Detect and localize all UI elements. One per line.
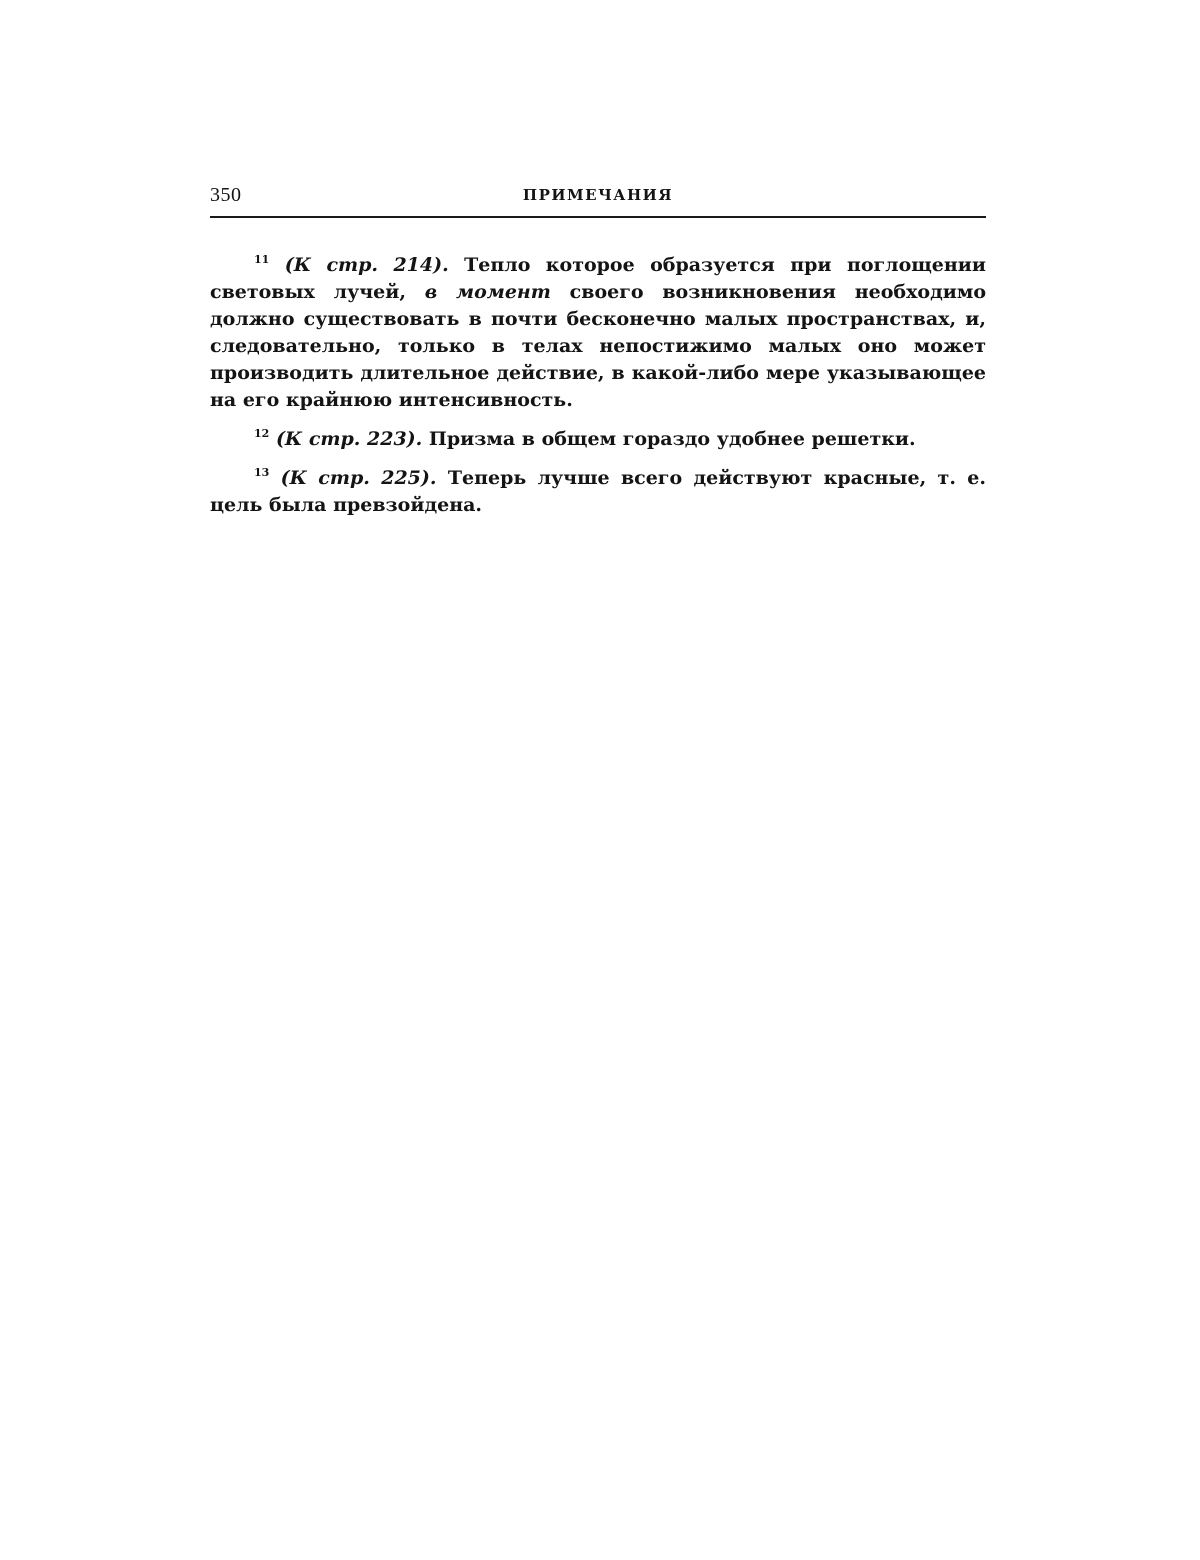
note-12 — [210, 426, 986, 453]
page-reference: (К стр. 214). — [284, 254, 449, 276]
page-reference: (К стр. 225). — [280, 467, 437, 489]
note-number: 11 — [254, 253, 270, 266]
page-header — [210, 184, 986, 218]
note-text: Тепло которое образуется при поглощении световых лучей, — [210, 254, 986, 303]
note-text: Теперь лучше всего действуют красные, т. е. цель была превзойдена. — [210, 467, 986, 516]
note-text: Призма в общем гораздо удобнее решетки. — [422, 428, 916, 450]
note-13 — [210, 465, 986, 519]
note-number: 12 — [254, 427, 270, 440]
emphasized-text: в момент — [424, 281, 551, 303]
notes-section — [210, 252, 986, 531]
page-number: 350 — [210, 184, 242, 206]
running-title: ПРИМЕЧАНИЯ — [522, 186, 674, 204]
header-rule — [210, 216, 986, 218]
page-reference: (К стр. 223). — [275, 428, 423, 450]
note-11 — [210, 252, 986, 414]
note-text: своего возникновения необходимо должно существовать в почти бесконечно малых пространствах, и, следовательно, только в телах непостижимо малых оно может производить длительное действие, в какой-либо мере указывающее на его крайнюю интенсивность. — [210, 281, 987, 411]
note-number: 13 — [254, 466, 270, 479]
